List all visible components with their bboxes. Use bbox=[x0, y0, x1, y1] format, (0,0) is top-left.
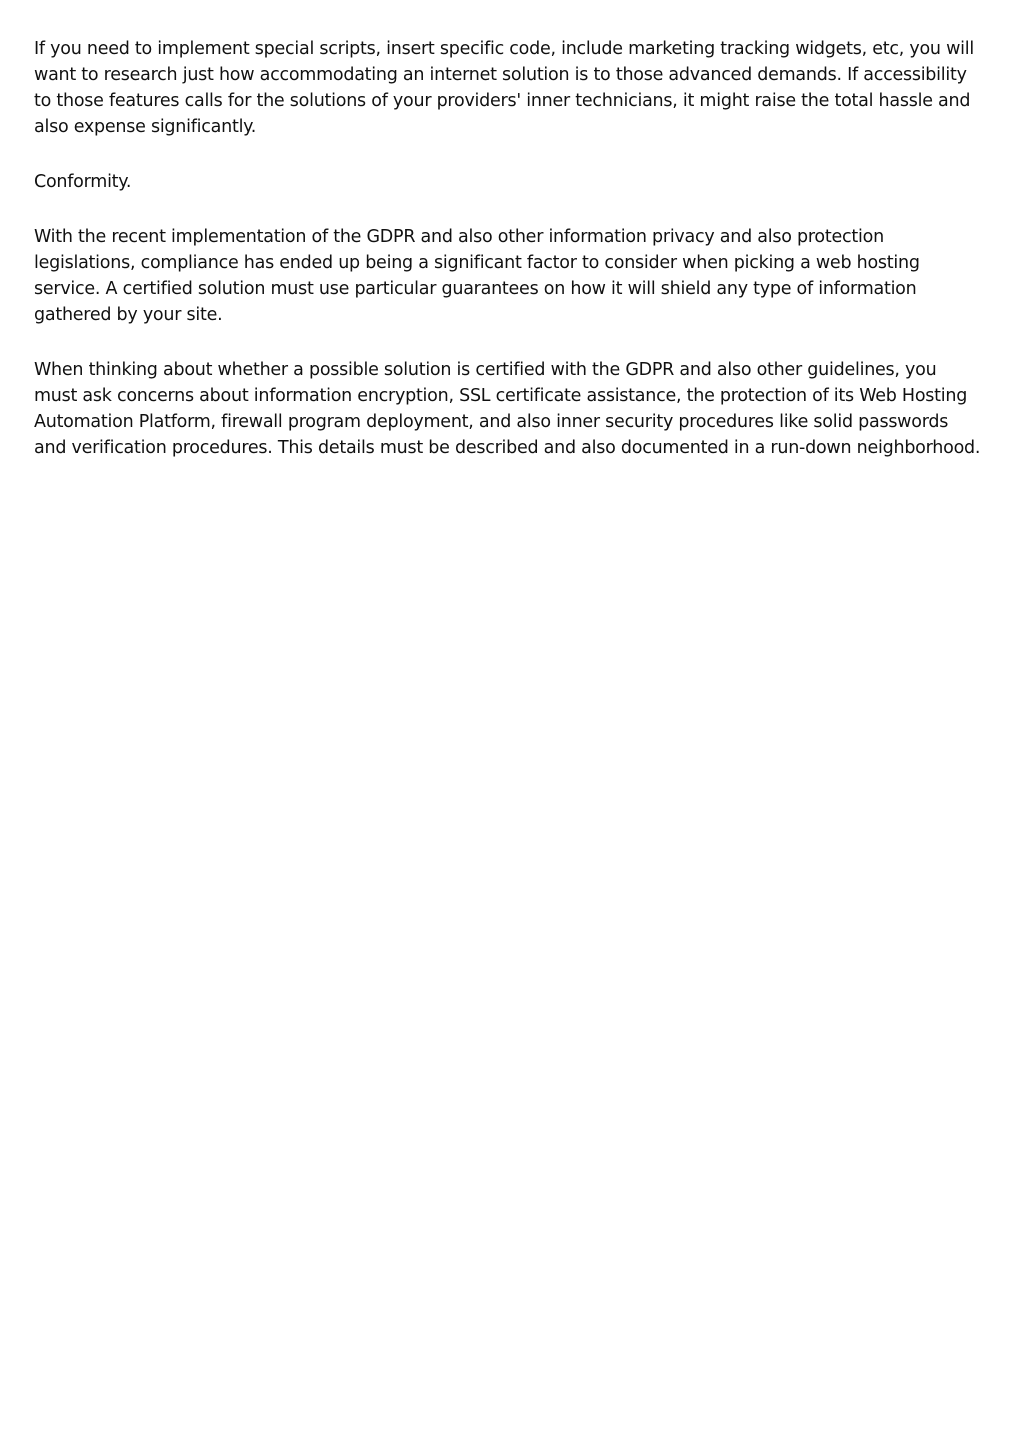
document-body bbox=[34, 36, 984, 490]
section-heading-conformity: Conformity. bbox=[34, 172, 132, 192]
paragraph-gdpr-compliance: With the recent implementation of the GDPR and also other information privacy and also protection legislations, compliance has ended up being a significant factor to consider when picking a web hosting service. A certified solution must use particular guarantees on how it will shield any type of information gathered by your site. bbox=[34, 227, 920, 325]
paragraph-certification-questions: When thinking about whether a possible solution is certified with the GDPR and also other guidelines, you must ask concerns about information encryption, SSL certificate assistance, the protection of its Web Hosting Automation Platform, firewall program deployment, and also inner security procedures like solid passwords and verification procedures. This details must be described and also documented in a run-down neighborhood. bbox=[34, 360, 981, 458]
paragraph-custom-scripts: If you need to implement special scripts, insert specific code, include marketing tracking widgets, etc, you will want to research just how accommodating an internet solution is to those advanced demands. If accessibility to those features calls for the solutions of your providers' inner technicians, it might raise the total hassle and also expense significantly. bbox=[34, 39, 974, 137]
